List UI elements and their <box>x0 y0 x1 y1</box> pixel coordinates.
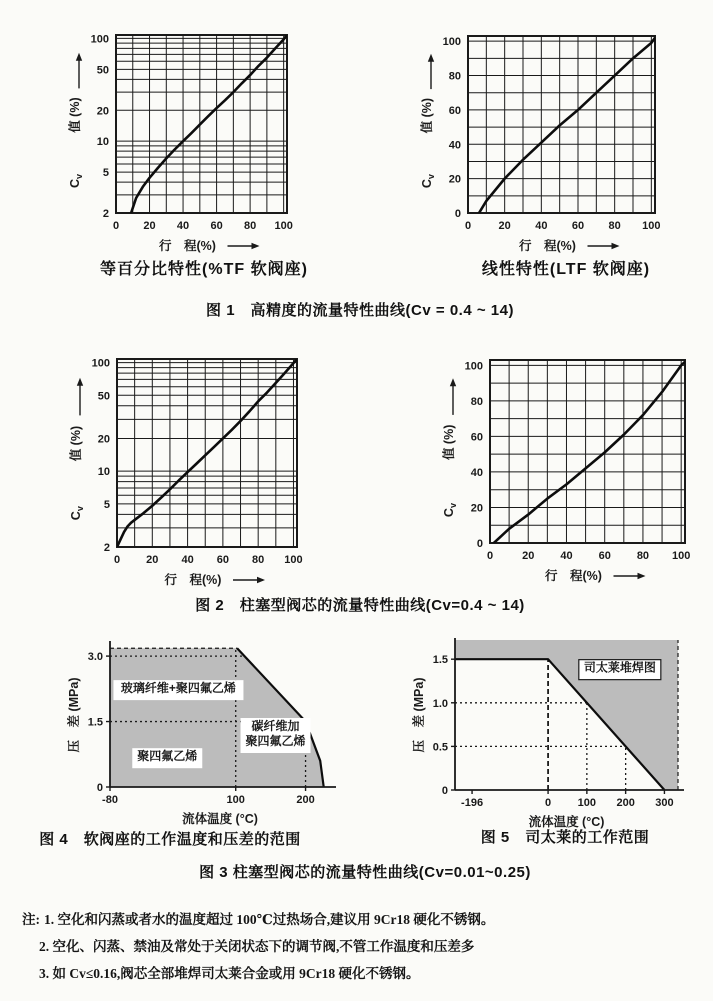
figure1-caption: 图 1 高精度的流量特性曲线(Cv = 0.4 ~ 14) <box>206 302 514 319</box>
x-axis-label: 行 程(%) <box>519 239 576 253</box>
x-axis-label: 行 程(%) <box>159 239 216 253</box>
y-tick-label: 80 <box>448 70 461 83</box>
x-tick-label: 100 <box>226 794 245 806</box>
plot-border <box>490 360 685 543</box>
y-tick-label: 1.0 <box>432 697 448 710</box>
axis-arrow-icon <box>257 577 265 583</box>
subtitle-linear-ltf: 线性特性(LTF 软阀座) <box>481 261 651 278</box>
x-tick-label: 100 <box>642 220 661 232</box>
y-tick-label: 20 <box>96 105 109 118</box>
x-tick-label: 80 <box>243 220 257 232</box>
chart-stellite-range <box>407 632 694 845</box>
x-tick-label: 100 <box>284 554 303 566</box>
x-tick-label: 20 <box>498 220 511 232</box>
region-label: 碳纤维加聚四氟乙烯 <box>245 719 306 749</box>
x-tick-label: 80 <box>636 550 650 562</box>
y-tick-label: 2 <box>102 208 109 220</box>
y-tick-label: 80 <box>470 395 483 408</box>
chart-plug-equal-percentage <box>63 347 313 604</box>
y-axis-label: 值 (%) <box>69 425 83 462</box>
y-tick-label: 0 <box>454 208 461 220</box>
note-item: 2. 空化、闪蒸、禁油及常处于关闭状态下的调节阀,不管工作温度和压差多 <box>39 939 475 954</box>
line-chart-svg <box>62 23 303 265</box>
y-tick-label: 60 <box>470 431 483 444</box>
x-tick-label: 0 <box>112 220 120 232</box>
x-tick-label: -196 <box>461 797 484 809</box>
x-tick-label: 60 <box>210 220 223 232</box>
y-axis-label-cv: $C_v$ <box>69 506 85 521</box>
line-chart-svg <box>414 24 671 265</box>
region-label: 聚四氟乙烯 <box>137 749 198 764</box>
notes-label: 注: <box>22 912 40 927</box>
x-tick-label: 40 <box>176 220 190 232</box>
y-tick-label: 20 <box>97 433 110 446</box>
y-tick-label: 0 <box>441 785 448 797</box>
y-tick-label: 20 <box>448 173 461 186</box>
x-tick-label: 100 <box>274 220 293 232</box>
area-chart-svg <box>62 635 346 837</box>
axis-arrow-icon <box>252 243 260 249</box>
figure3-caption: 图 3 柱塞型阀芯的流量特性曲线(Cv=0.01~0.25) <box>199 864 531 881</box>
note-text: 1. 空化和闪蒸或者水的温度超过 100℃过热场合,建议用 9Cr18 硬化不锈钢。 <box>44 912 495 927</box>
axis-arrow-icon <box>428 54 434 62</box>
region-label: 司太莱堆焊图 <box>583 660 656 675</box>
line-chart-svg <box>436 348 701 595</box>
y-tick-label: 0 <box>476 538 483 550</box>
axis-arrow-icon <box>612 243 620 249</box>
y-tick-label: 60 <box>448 104 461 117</box>
x-tick-label: 80 <box>608 220 621 232</box>
note-item <box>22 908 494 928</box>
x-tick-label: 40 <box>560 550 573 562</box>
y-tick-label: 100 <box>464 360 483 373</box>
x-tick-label: 20 <box>143 220 156 232</box>
x-tick-label: 20 <box>522 550 535 562</box>
x-tick-label: 60 <box>216 554 230 566</box>
x-tick-label: 60 <box>598 550 611 562</box>
chart-soft-seat-range <box>62 635 346 842</box>
y-tick-label: 3.0 <box>87 651 103 664</box>
flow-characteristic-curve <box>479 38 655 213</box>
x-tick-label: 0 <box>464 220 472 232</box>
y-tick-label: 10 <box>96 136 109 149</box>
x-tick-label: 200 <box>616 797 635 809</box>
y-axis-label-cv: $C_v$ <box>68 173 84 188</box>
axis-arrow-icon <box>450 378 456 386</box>
y-axis-label: 压 差 (MPa) <box>412 677 426 753</box>
y-tick-label: 50 <box>97 390 110 403</box>
y-axis-label-cv: $C_v$ <box>420 174 436 189</box>
y-tick-label: 40 <box>470 466 483 479</box>
axis-arrow-icon <box>76 53 82 61</box>
chart-linear-ltf <box>414 24 671 270</box>
y-tick-label: 100 <box>90 33 109 46</box>
y-tick-label: 0.5 <box>432 741 448 754</box>
x-tick-label: 300 <box>655 797 674 809</box>
y-tick-label: 0 <box>96 782 103 794</box>
chart-plug-linear <box>436 348 701 600</box>
axis-arrow-icon <box>77 378 83 386</box>
line-chart-svg <box>63 347 313 599</box>
y-axis-label-cv: $C_v$ <box>442 503 458 518</box>
y-tick-label: 5 <box>103 498 110 511</box>
figure5-caption: 图 5 司太莱的工作范围 <box>480 829 650 846</box>
y-tick-label: 40 <box>448 139 461 152</box>
region-label: 玻璃纤维+聚四氟乙烯 <box>120 681 236 696</box>
x-axis-label: 流体温度 (°C) <box>528 815 605 829</box>
y-tick-label: 2 <box>103 542 110 554</box>
y-tick-label: 100 <box>442 36 461 49</box>
chart-equal-percentage <box>62 23 303 270</box>
x-tick-label: 100 <box>577 797 597 809</box>
y-axis-label: 值 (%) <box>420 97 434 134</box>
x-tick-label: 100 <box>671 550 691 562</box>
x-tick-label: 20 <box>146 554 159 566</box>
y-tick-label: 20 <box>470 502 483 515</box>
y-tick-label: 50 <box>96 64 109 77</box>
y-axis-label: 压 差 (MPa) <box>67 677 81 753</box>
figure2-caption: 图 2 柱塞型阀芯的流量特性曲线(Cv=0.4 ~ 14) <box>195 597 525 614</box>
x-tick-label: 40 <box>535 220 548 232</box>
y-axis-label: 值 (%) <box>68 97 82 133</box>
figure4-caption: 图 4 软阀座的工作温度和压差的范围 <box>39 831 301 848</box>
x-tick-label: 0 <box>113 554 121 566</box>
area-chart-svg <box>407 632 694 840</box>
x-tick-label: -80 <box>102 794 118 806</box>
y-axis-label: 值 (%) <box>442 424 456 461</box>
y-tick-label: 10 <box>97 466 110 479</box>
y-tick-label: 100 <box>91 357 110 370</box>
y-tick-label: 5 <box>102 167 109 180</box>
x-tick-label: 40 <box>181 554 194 566</box>
x-axis-label: 行 程(%) <box>164 573 222 587</box>
x-tick-label: 0 <box>486 550 494 562</box>
axis-arrow-icon <box>638 573 646 579</box>
y-tick-label: 1.5 <box>87 716 103 729</box>
x-tick-label: 80 <box>252 554 265 566</box>
flow-characteristic-curve <box>494 362 685 543</box>
subtitle-equal-percentage: 等百分比特性(%TF 软阀座) <box>100 261 308 278</box>
note-item: 3. 如 Cv≤0.16,阀芯全部堆焊司太莱合金或用 9Cr18 硬化不锈钢。 <box>39 966 420 981</box>
x-tick-label: 60 <box>571 220 585 232</box>
y-tick-label: 1.5 <box>432 654 448 667</box>
x-tick-label: 200 <box>296 794 315 806</box>
x-axis-label: 流体温度 (°C) <box>182 812 258 826</box>
notes-block <box>22 908 494 989</box>
x-tick-label: 0 <box>545 797 552 809</box>
x-axis-label: 行 程(%) <box>545 569 602 583</box>
